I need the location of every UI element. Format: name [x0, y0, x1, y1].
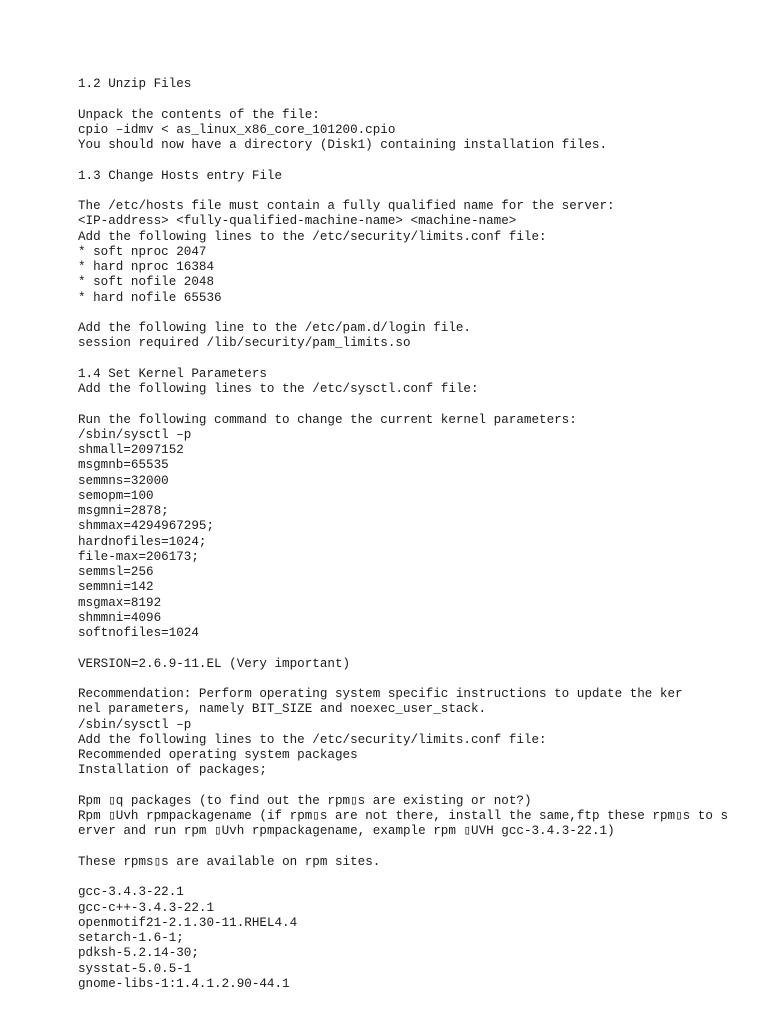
- text-line: semmns=32000: [78, 473, 169, 488]
- blank-line: [78, 870, 758, 885]
- blank-line: [78, 184, 758, 199]
- blank-line: [78, 92, 758, 107]
- text-line: Run the following command to change the current kernel parameters:: [78, 412, 577, 427]
- text-line: nel parameters, namely BIT_SIZE and noexec_user_stack.: [78, 702, 487, 717]
- text-line: msgmni=2878;: [78, 504, 169, 518]
- text-line: * soft nproc 2047: [78, 244, 207, 259]
- text-line: pdksh-5.2.14-30;: [78, 946, 199, 961]
- text-line: semmsl=256: [78, 565, 154, 579]
- text-line: 1.4 Set Kernel Parameters: [78, 366, 267, 381]
- text-line: * hard nofile 65536: [78, 290, 222, 305]
- text-line: Installation of packages;: [78, 763, 267, 778]
- text-line: semopm=100: [78, 488, 154, 503]
- blank-line: [78, 779, 758, 794]
- blank-line: [78, 397, 758, 412]
- document-page: [78, 77, 758, 992]
- text-line: The /etc/hosts file must contain a fully qualified name for the server:: [78, 199, 615, 213]
- document-body: [78, 77, 758, 992]
- text-line: Unpack the contents of the file:: [78, 107, 320, 122]
- text-line: semmni=142: [78, 580, 154, 595]
- blank-line: [78, 352, 758, 367]
- blank-line: [78, 306, 758, 321]
- text-line: sysstat-5.0.5-1: [78, 961, 192, 976]
- text-line: <IP-address> <fully-qualified-machine-name> <machine-name>: [78, 214, 517, 229]
- text-line: 1.3 Change Hosts entry File: [78, 168, 283, 183]
- text-line: erver and run rpm ▯Uvh rpmpackagename, example rpm ▯UVH gcc-3.4.3-22.1): [78, 824, 615, 839]
- blank-line: [78, 840, 758, 855]
- text-line: Recommended operating system packages: [78, 748, 358, 762]
- text-line: VERSION=2.6.9-11.EL (Very important): [78, 656, 351, 671]
- text-line: Add the following lines to the /etc/sysctl.conf file:: [78, 382, 479, 396]
- text-line: gcc-c++-3.4.3-22.1: [78, 900, 215, 915]
- text-line: file-max=206173;: [78, 549, 199, 564]
- text-line: hardnofiles=1024;: [78, 534, 207, 549]
- text-line: shmmni=4096: [78, 610, 162, 625]
- text-line: You should now have a directory (Disk1) containing installation files.: [78, 138, 608, 152]
- text-line: * soft nofile 2048: [78, 275, 215, 290]
- text-line: msgmnb=65535: [78, 458, 169, 473]
- text-line: msgmax=8192: [78, 595, 162, 610]
- text-line: shmmax=4294967295;: [78, 519, 215, 534]
- blank-line: [78, 153, 758, 168]
- text-line: Add the following line to the /etc/pam.d/login file.: [78, 321, 471, 335]
- text-line: * hard nproc 16384: [78, 260, 215, 274]
- text-line: openmotif21-2.1.30-11.RHEL4.4: [78, 915, 298, 930]
- text-line: Recommendation: Perform operating system specific instructions to update the ker: [78, 687, 683, 701]
- text-line: Add the following lines to the /etc/security/limits.conf file:: [78, 229, 547, 244]
- text-line: Rpm ▯Uvh rpmpackagename (if rpm▯s are not there, install the same,ftp these rpm▯s to s: [78, 809, 729, 823]
- text-line: /sbin/sysctl –p: [78, 717, 192, 732]
- text-line: setarch-1.6-1;: [78, 931, 184, 945]
- text-line: Rpm ▯q packages (to find out the rpm▯s are existing or not?): [78, 793, 532, 808]
- text-line: cpio –idmv < as_linux_x86_core_101200.cpio: [78, 122, 396, 137]
- blank-line: [78, 641, 758, 656]
- text-line: gnome-libs-1:1.4.1.2.90-44.1: [78, 976, 290, 991]
- text-line: These rpms▯s are available on rpm sites.: [78, 854, 381, 869]
- blank-line: [78, 672, 758, 687]
- text-line: session required /lib/security/pam_limits.so: [78, 336, 411, 351]
- text-line: gcc-3.4.3-22.1: [78, 885, 184, 900]
- text-line: /sbin/sysctl –p: [78, 427, 192, 442]
- text-line: shmall=2097152: [78, 443, 184, 457]
- text-line: Add the following lines to the /etc/security/limits.conf file:: [78, 732, 547, 747]
- text-line: 1.2 Unzip Files: [78, 77, 192, 91]
- text-line: softnofiles=1024: [78, 626, 199, 640]
